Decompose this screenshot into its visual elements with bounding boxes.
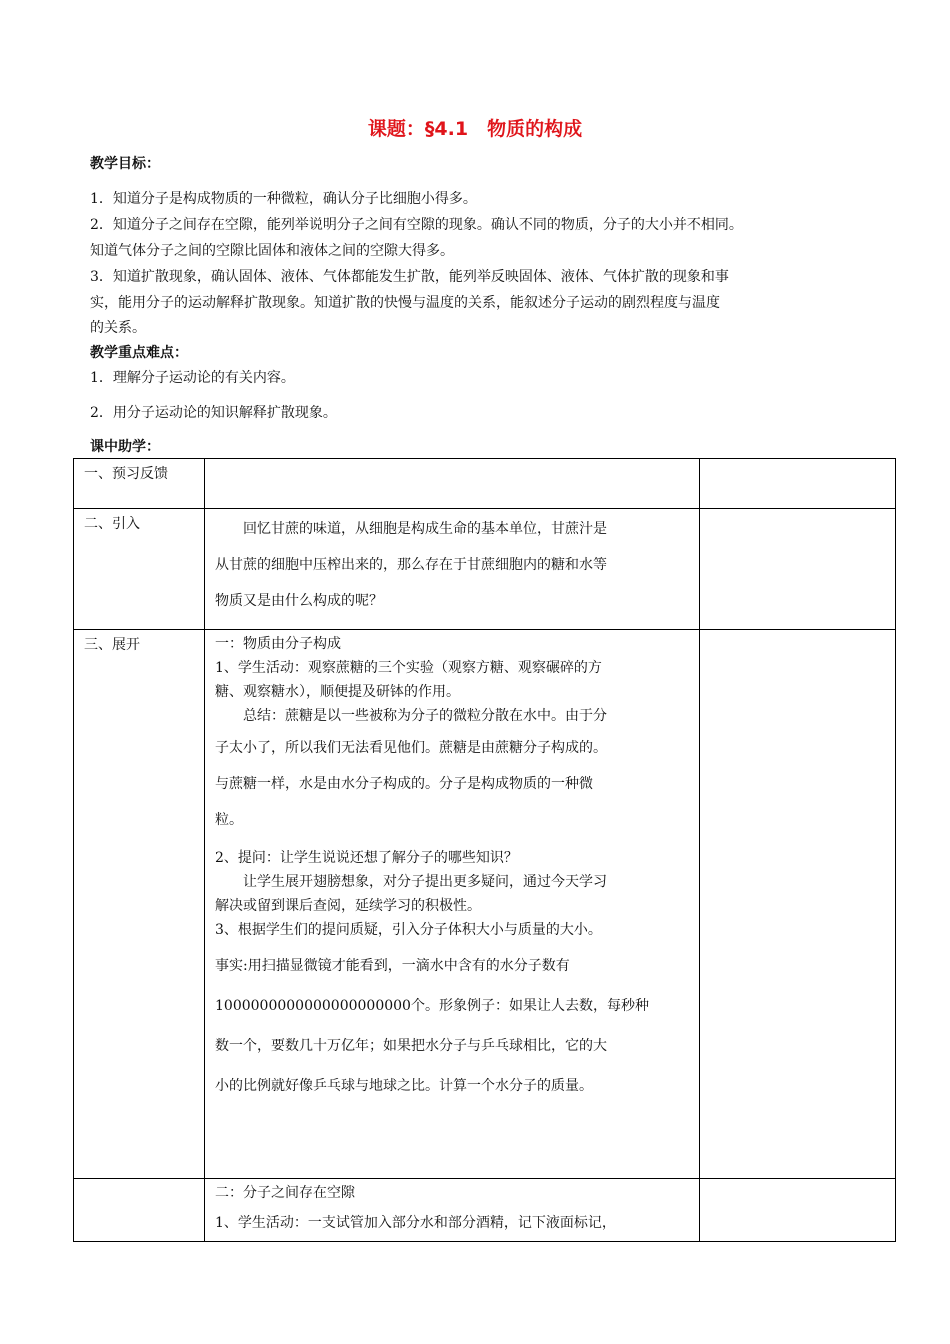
row-content-cell <box>205 459 700 509</box>
content-line: 回忆甘蔗的味道，从细胞是构成生命的基本单位，甘蔗汁是 <box>215 521 607 537</box>
content-line: 小的比例就好像乒乓球与地球之比。计算一个水分子的质量。 <box>215 1078 593 1094</box>
objective-line: 实，能用分子的运动解释扩散现象。知道扩散的快慢与温度的关系，能叙述分子运动的剧烈程度与温度 <box>90 295 720 311</box>
content-line: 解决或留到课后查阅，延续学习的积极性。 <box>215 898 481 914</box>
row-notes-cell <box>700 630 896 1179</box>
table-row <box>74 509 896 630</box>
content-line: 数一个，要数几十万亿年；如果把水分子与乒乓球相比，它的大 <box>215 1038 607 1054</box>
content-line: 糖、观察糖水），顺便提及研钵的作用。 <box>215 684 460 700</box>
content-line: 事实:用扫描显微镜才能看到，一滴水中含有的水分子数有 <box>215 958 570 974</box>
row-notes-cell <box>700 1179 896 1242</box>
row-content-cell <box>205 630 700 1179</box>
content-line: 1000000000000000000000个。形象例子：如果让人去数，每秒种 <box>215 998 649 1014</box>
content-line: 2、提问：让学生说说还想了解分子的哪些知识？ <box>215 850 518 866</box>
row-notes-cell <box>700 459 896 509</box>
key-point-line: 1．理解分子运动论的有关内容。 <box>90 370 295 386</box>
row-content-cell <box>205 1179 700 1242</box>
table-row <box>74 630 896 1179</box>
content-line: 与蔗糖一样，水是由水分子构成的。分子是构成物质的一种微 <box>215 776 593 792</box>
row-content-cell <box>205 509 700 630</box>
content-line: 粒。 <box>215 812 243 828</box>
row-notes-cell <box>700 509 896 630</box>
objectives-heading: 教学目标： <box>90 156 160 172</box>
table-row <box>74 459 896 509</box>
content-line: 子太小了，所以我们无法看见他们。蔗糖是由蔗糖分子构成的。 <box>215 740 607 756</box>
objective-line: 2．知道分子之间存在空隙，能列举说明分子之间有空隙的现象。确认不同的物质，分子的大小并不相同。 <box>90 217 743 233</box>
content-line: 总结：蔗糖是以一些被称为分子的微粒分散在水中。由于分 <box>215 708 607 724</box>
content-line: 物质又是由什么构成的呢？ <box>215 593 383 609</box>
objective-line: 的关系。 <box>90 320 146 336</box>
key-point-line: 2．用分子运动论的知识解释扩散现象。 <box>90 405 337 421</box>
content-line: 1、学生活动：一支试管加入部分水和部分酒精，记下液面标记， <box>215 1215 616 1231</box>
content-line: 1、学生活动：观察蔗糖的三个实验（观察方糖、观察碾碎的方 <box>215 660 602 676</box>
row-label <box>74 1179 204 1183</box>
row-label-cell <box>74 459 205 509</box>
row-label-cell <box>74 1179 205 1242</box>
objective-line: 知道气体分子之间的空隙比固体和液体之间的空隙大得多。 <box>90 243 454 259</box>
class-help-heading: 课中助学： <box>90 439 160 455</box>
row-label-cell <box>74 630 205 1179</box>
table-row <box>74 1179 896 1242</box>
objective-line: 1．知道分子是构成物质的一种微粒，确认分子比细胞小得多。 <box>90 191 477 207</box>
content-line: 从甘蔗的细胞中压榨出来的，那么存在于甘蔗细胞内的糖和水等 <box>215 557 607 573</box>
content-line: 二：分子之间存在空隙 <box>215 1185 355 1201</box>
row-label: 三、展开 <box>84 637 140 653</box>
content-line: 一：物质由分子构成 <box>215 636 341 652</box>
content-line: 3、根据学生们的提问质疑，引入分子体积大小与质量的大小。 <box>215 922 602 938</box>
row-label: 一、预习反馈 <box>84 466 168 482</box>
row-label-cell <box>74 509 205 630</box>
row-label: 二、引入 <box>84 516 140 532</box>
lesson-table <box>73 458 896 1242</box>
objective-line: 3．知道扩散现象，确认固体、液体、气体都能发生扩散，能列举反映固体、液体、气体扩散的现象和事 <box>90 269 729 285</box>
key-points-heading: 教学重点难点： <box>90 345 188 361</box>
page-title: 课题：§4.1 物质的构成 <box>367 118 583 140</box>
content-line: 让学生展开翅膀想象，对分子提出更多疑问，通过今天学习 <box>215 874 607 890</box>
